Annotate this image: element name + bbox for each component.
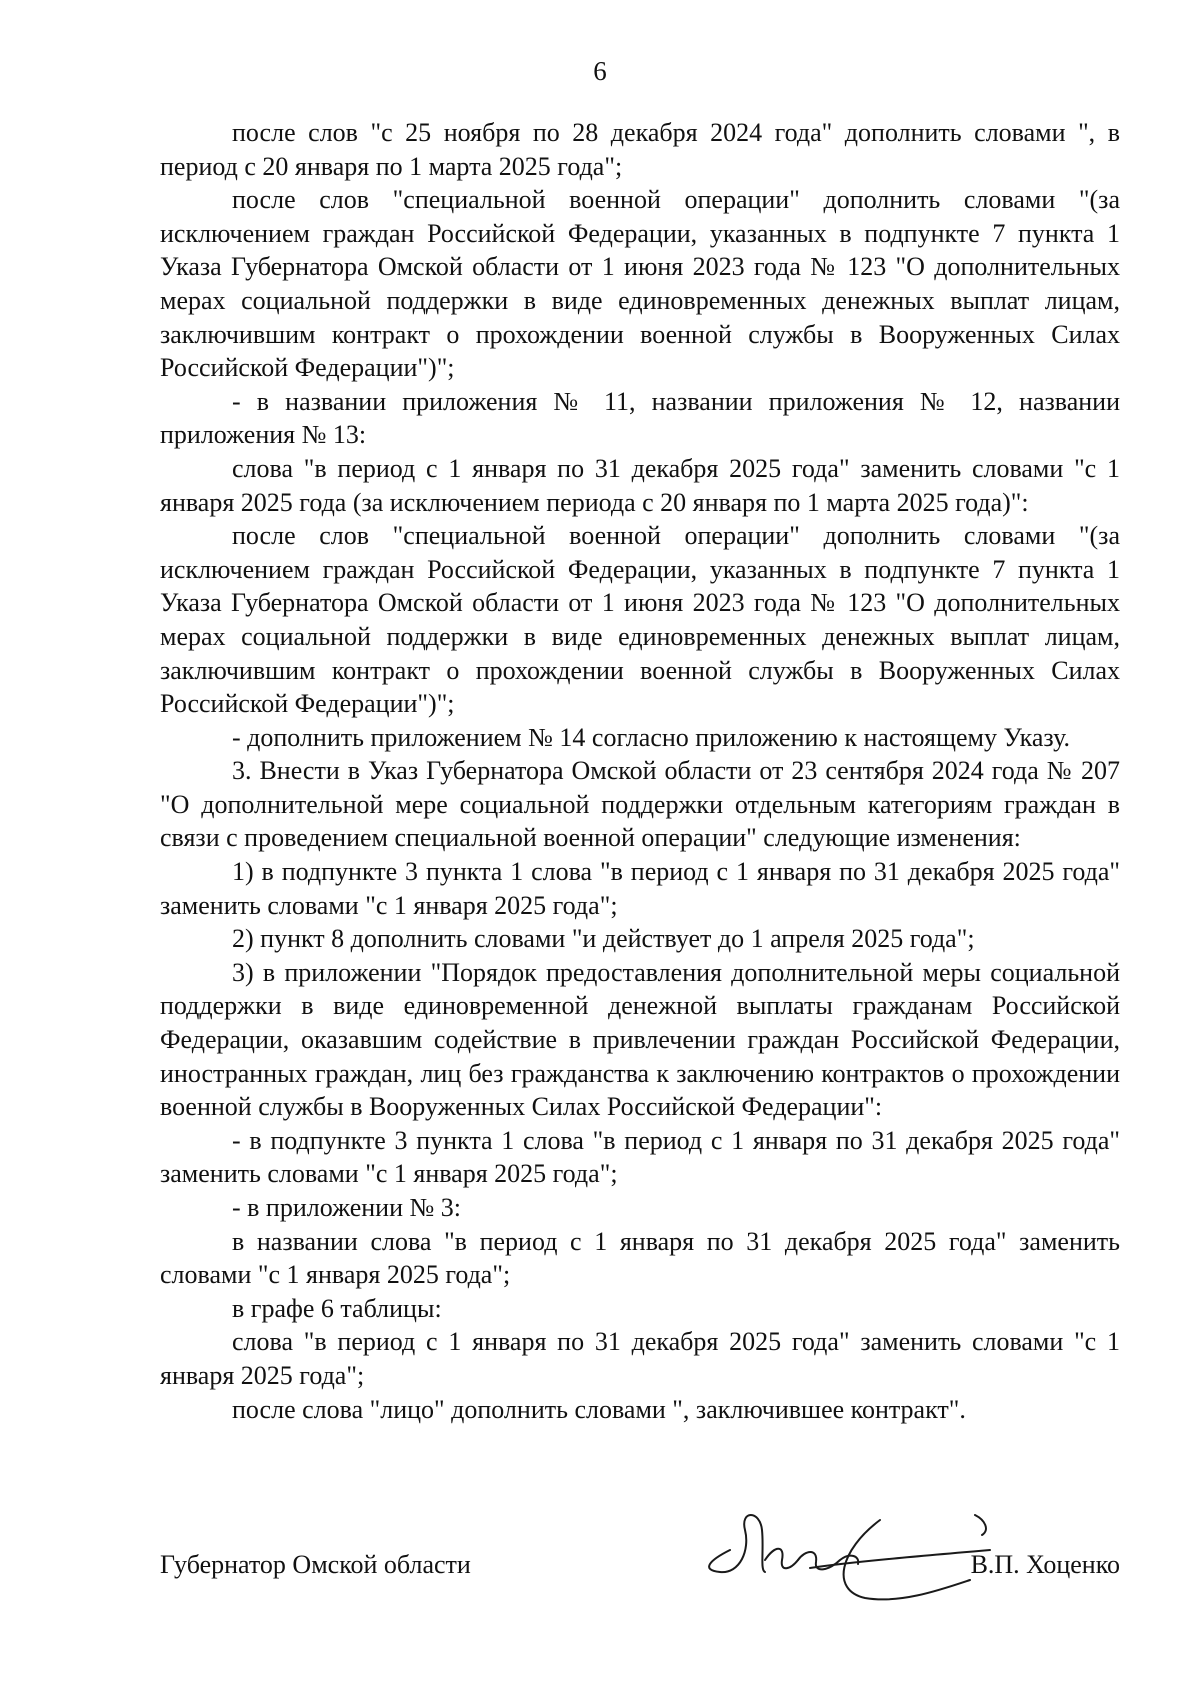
signatory-title: Губернатор Омской области [160, 1550, 471, 1579]
paragraph: слова "в период с 1 января по 31 декабря 2025 года" заменить словами "с 1 января 2025 года"; [160, 1327, 1120, 1390]
paragraph: 2) пункт 8 дополнить словами "и действует до 1 апреля 2025 года"; [232, 924, 975, 954]
paragraph: - в подпункте 3 пункта 1 слова "в период с 1 января по 31 декабря 2025 года" заменить словами "с 1 января 2025 года"; [160, 1125, 1120, 1189]
handwritten-signature [690, 1490, 1000, 1610]
paragraph: 3) в приложении "Порядок предоставления дополнительной меры социальной поддержки в виде единовременной денежной выплаты гражданам Российской Федерации, оказавшим содействие в привлечении граждан Российской Федерации, иностранных граждан, лиц без гражданства к заключению контрактов о прохождении военной службы в Вооруженных Силах Российской Федерации": [160, 957, 1120, 1122]
paragraph: в названии слова "в период с 1 января по 31 декабря 2025 года" заменить словами "с 1 января 2025 года"; [160, 1226, 1120, 1290]
paragraph: после слов "с 25 ноября по 28 декабря 2024 года" дополнить словами ", в период с 20 января по 1 марта 2025 года"; [160, 118, 1120, 181]
signature-block [160, 1530, 1120, 1620]
paragraph: слова "в период с 1 января по 31 декабря 2025 года" заменить словами "с 1 января 2025 года (за исключением периода с 20 января по 1 марта 2025 года)": [160, 453, 1120, 517]
paragraph: - в названии приложения № 11, названии приложения № 12, названии приложения № 13: [160, 386, 1120, 450]
paragraph: - дополнить приложением № 14 согласно приложению к настоящему Указу. [232, 722, 1070, 752]
paragraph: в графе 6 таблицы: [232, 1293, 442, 1323]
document-body [160, 116, 1120, 1426]
paragraph: - в приложении № 3: [232, 1193, 462, 1222]
paragraph: 1) в подпункте 3 пункта 1 слова "в период с 1 января по 31 декабря 2025 года" заменить словами "с 1 января 2025 года"; [160, 857, 1120, 920]
paragraph: после слов "специальной военной операции" дополнить словами "(за исключением граждан Российской Федерации, указанных в подпункте 7 пункта 1 Указа Губернатора Омской области от 1 июня 2023 года № 123 "О дополнительных мерах социальной поддержки в виде единовременных денежных выплат лицам, заключившим контракт о прохождении военной службы в Вооруженных Силах Российской Федерации")"; [160, 185, 1120, 383]
paragraph: после слова "лицо" дополнить словами ", заключившее контракт". [232, 1394, 966, 1424]
signatory-name: В.П. Хоценко [970, 1550, 1120, 1579]
page-number: 6 [593, 56, 607, 86]
paragraph: после слов "специальной военной операции" дополнить словами "(за исключением граждан Российской Федерации, указанных в подпункте 7 пункта 1 Указа Губернатора Омской области от 1 июня 2023 года № 123 "О дополнительных мерах социальной поддержки в виде единовременных денежных выплат лицам, заключившим контракт о прохождении военной службы в Вооруженных Силах Российской Федерации")"; [160, 521, 1120, 719]
paragraph: 3. Внести в Указ Губернатора Омской области от 23 сентября 2024 года № 207 "О дополнительной мере социальной поддержки отдельным категориям граждан в связи с проведением специальной военной операции" следующие изменения: [160, 756, 1120, 853]
